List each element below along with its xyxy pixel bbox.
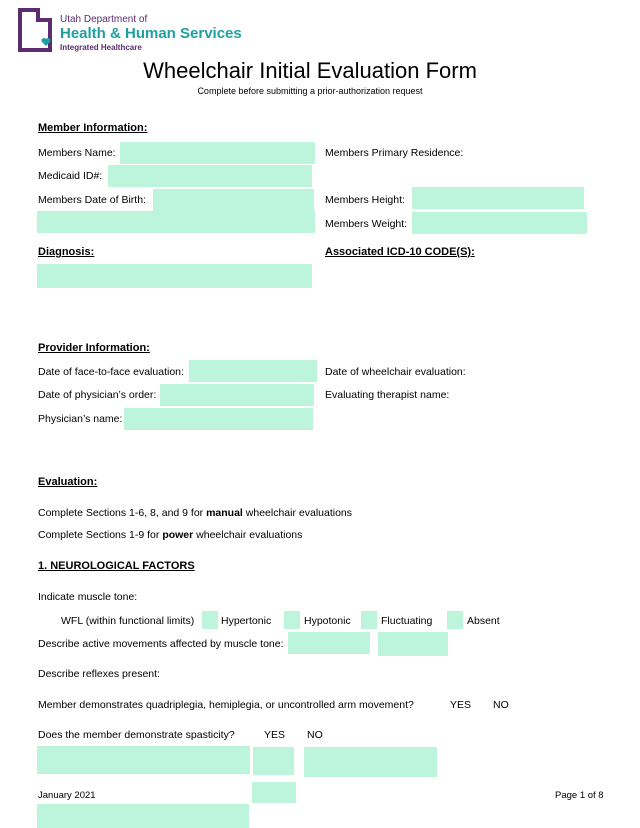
spasticity-no-field[interactable] — [304, 747, 437, 777]
member-dob-extra-field[interactable] — [37, 211, 315, 233]
form-subtitle: Complete before submitting a prior-authorization request — [197, 86, 423, 96]
muscle-tone-label: Indicate muscle tone: — [38, 591, 138, 603]
spasticity-question: Does the member demonstrate spasticity? — [38, 729, 235, 741]
spasticity-description-field[interactable] — [37, 746, 250, 774]
member-weight-field[interactable] — [412, 212, 587, 234]
diagnosis-heading: Diagnosis: — [38, 246, 95, 258]
member-residence-label: Members Primary Residence: — [325, 147, 464, 159]
member-weight-label: Members Weight: — [325, 218, 408, 230]
icd10-heading: Associated ICD-10 CODE(S): — [325, 246, 475, 258]
member-name-label: Members Name: — [38, 147, 116, 159]
member-height-label: Members Height: — [325, 194, 405, 206]
neurological-factors-heading: 1. NEUROLOGICAL FACTORS — [38, 560, 195, 572]
quadriplegia-yes-option[interactable]: YES — [450, 699, 472, 711]
active-movements-field[interactable] — [288, 632, 370, 654]
f2f-eval-date-label: Date of face-to-face evaluation: — [38, 366, 184, 378]
physician-order-date-label: Date of physician’s order: — [38, 389, 157, 401]
tone-option-wfl: WFL (within functional limits) — [61, 615, 195, 627]
member-dob-field[interactable] — [153, 189, 314, 211]
tone-option-absent: Absent — [467, 615, 500, 627]
tone-fluctuating-checkbox[interactable] — [361, 611, 377, 629]
utah-state-icon — [18, 8, 52, 52]
tone-option-hypotonic: Hypotonic — [304, 615, 351, 627]
diagnosis-field[interactable] — [37, 264, 312, 288]
spasticity-extra-field[interactable] — [252, 782, 296, 803]
member-height-field[interactable] — [412, 187, 584, 209]
footer-date: January 2021 — [38, 790, 96, 801]
therapist-name-label: Evaluating therapist name: — [325, 389, 450, 401]
quadriplegia-question: Member demonstrates quadriplegia, hemiplegia, or uncontrolled arm movement? — [38, 699, 414, 711]
physician-order-date-field[interactable] — [160, 384, 314, 406]
active-movements-label: Describe active movements affected by muscle tone: — [38, 638, 284, 650]
tone-absent-checkbox[interactable] — [447, 611, 463, 629]
spasticity-no-option[interactable]: NO — [307, 729, 323, 741]
tone-hypertonic-checkbox[interactable] — [202, 611, 218, 629]
spasticity-yes-field[interactable] — [253, 747, 294, 775]
spasticity-yes-option[interactable]: YES — [264, 729, 286, 741]
agency-name-line3: Integrated Healthcare — [60, 43, 142, 52]
physician-name-field[interactable] — [124, 408, 313, 430]
tone-option-hypertonic: Hypertonic — [221, 615, 272, 627]
quadriplegia-no-option[interactable]: NO — [493, 699, 509, 711]
medicaid-id-field[interactable] — [108, 165, 312, 187]
provider-info-heading: Provider Information: — [38, 342, 150, 354]
member-name-field[interactable] — [120, 142, 315, 164]
physician-name-label: Physician’s name: — [38, 413, 123, 425]
continuation-field[interactable] — [37, 804, 249, 828]
agency-name-line1: Utah Department of — [60, 14, 148, 25]
form-title: Wheelchair Initial Evaluation Form — [143, 58, 477, 83]
f2f-eval-date-field[interactable] — [189, 360, 317, 382]
wheelchair-eval-date-label: Date of wheelchair evaluation: — [325, 366, 466, 378]
evaluation-power-instructions: Complete Sections 1-9 for power wheelchair evaluations — [38, 529, 303, 541]
member-info-heading: Member Information: — [38, 122, 148, 134]
member-dob-label: Members Date of Birth: — [38, 194, 146, 206]
tone-option-fluctuating: Fluctuating — [381, 615, 433, 627]
agency-name-line2: Health & Human Services — [60, 25, 242, 42]
evaluation-manual-instructions: Complete Sections 1-6, 8, and 9 for manual wheelchair evaluations — [38, 507, 353, 519]
footer-page-number: Page 1 of 8 — [555, 790, 604, 801]
evaluation-heading: Evaluation: — [38, 476, 98, 488]
tone-hypotonic-checkbox[interactable] — [284, 611, 300, 629]
medicaid-id-label: Medicaid ID#: — [38, 170, 103, 182]
reflexes-label: Describe reflexes present: — [38, 668, 160, 680]
active-movements-field-2[interactable] — [378, 632, 448, 656]
